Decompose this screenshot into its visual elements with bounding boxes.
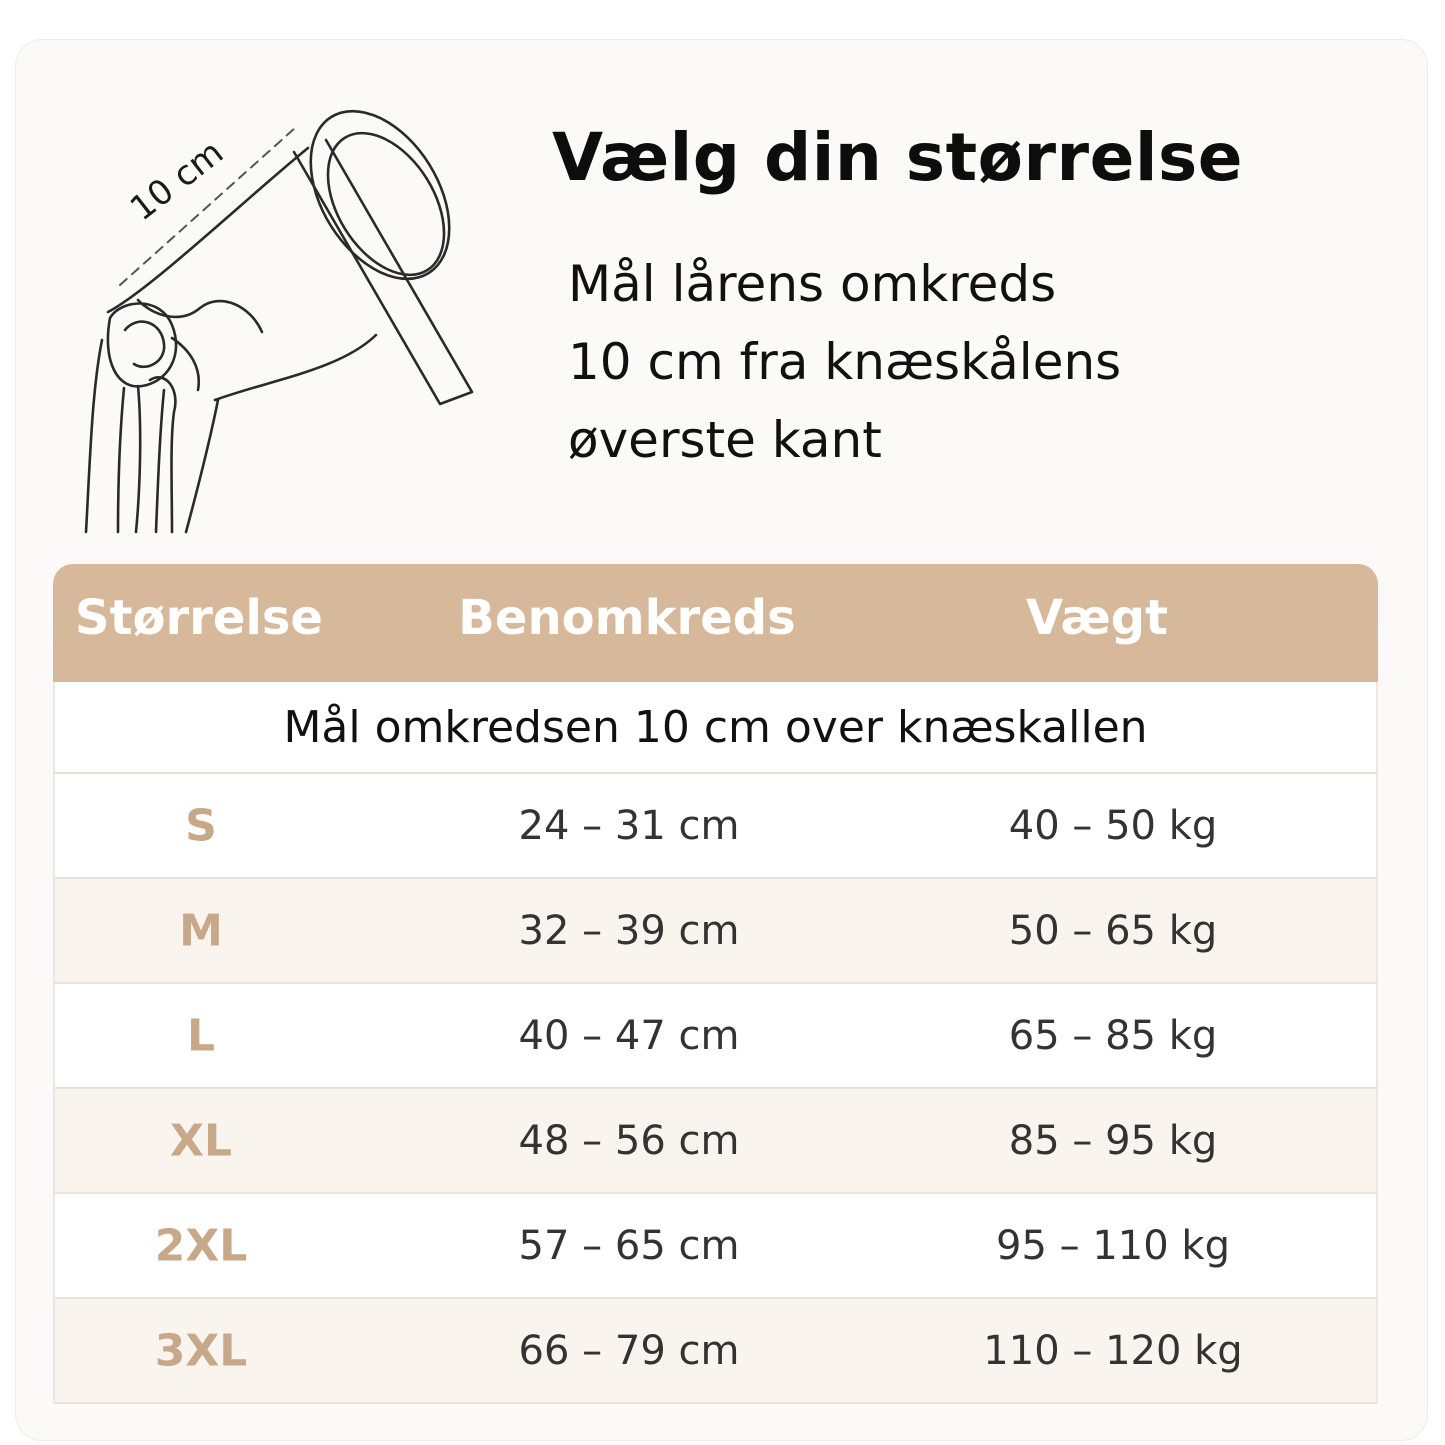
size-cell: L (186, 1010, 216, 1061)
page-title: Vælg din størrelse (552, 119, 1244, 196)
column-header-size: Størrelse (75, 590, 323, 646)
size-cell: 2XL (154, 1220, 248, 1271)
column-header-circumference: Benomkreds (458, 590, 796, 646)
weight-cell: 65 – 85 kg (1008, 1012, 1218, 1059)
circumference-cell: 32 – 39 cm (518, 907, 740, 954)
size-cell: M (179, 905, 223, 956)
circumference-cell: 24 – 31 cm (518, 802, 740, 849)
measurement-instructions (568, 245, 1121, 479)
table-row (53, 1299, 1378, 1404)
table-row (53, 984, 1378, 1089)
circumference-cell: 66 – 79 cm (518, 1327, 740, 1374)
circumference-cell: 40 – 47 cm (518, 1012, 740, 1059)
knee-measurement-illustration (80, 100, 490, 540)
weight-cell: 50 – 65 kg (1008, 907, 1218, 954)
table-note: Mål omkredsen 10 cm over knæskallen (53, 682, 1378, 774)
weight-cell: 110 – 120 kg (983, 1327, 1243, 1374)
instruction-line: øverste kant (568, 411, 882, 469)
size-table (53, 564, 1378, 1404)
circumference-cell: 48 – 56 cm (518, 1117, 740, 1164)
size-cell: XL (170, 1115, 232, 1166)
measure-label: 10 cm (122, 132, 231, 230)
instruction-line: Mål lårens omkreds (568, 255, 1057, 313)
column-header-weight: Vægt (1025, 590, 1169, 646)
instruction-line: 10 cm fra knæskålens (568, 333, 1122, 391)
size-cell: 3XL (154, 1325, 248, 1376)
table-header (53, 564, 1378, 682)
table-row (53, 879, 1378, 984)
table-row (53, 1089, 1378, 1194)
weight-cell: 40 – 50 kg (1008, 802, 1218, 849)
circumference-cell: 57 – 65 cm (518, 1222, 740, 1269)
weight-cell: 95 – 110 kg (996, 1222, 1230, 1269)
table-row (53, 774, 1378, 879)
weight-cell: 85 – 95 kg (1008, 1117, 1218, 1164)
size-cell: S (185, 800, 217, 851)
table-row (53, 1194, 1378, 1299)
